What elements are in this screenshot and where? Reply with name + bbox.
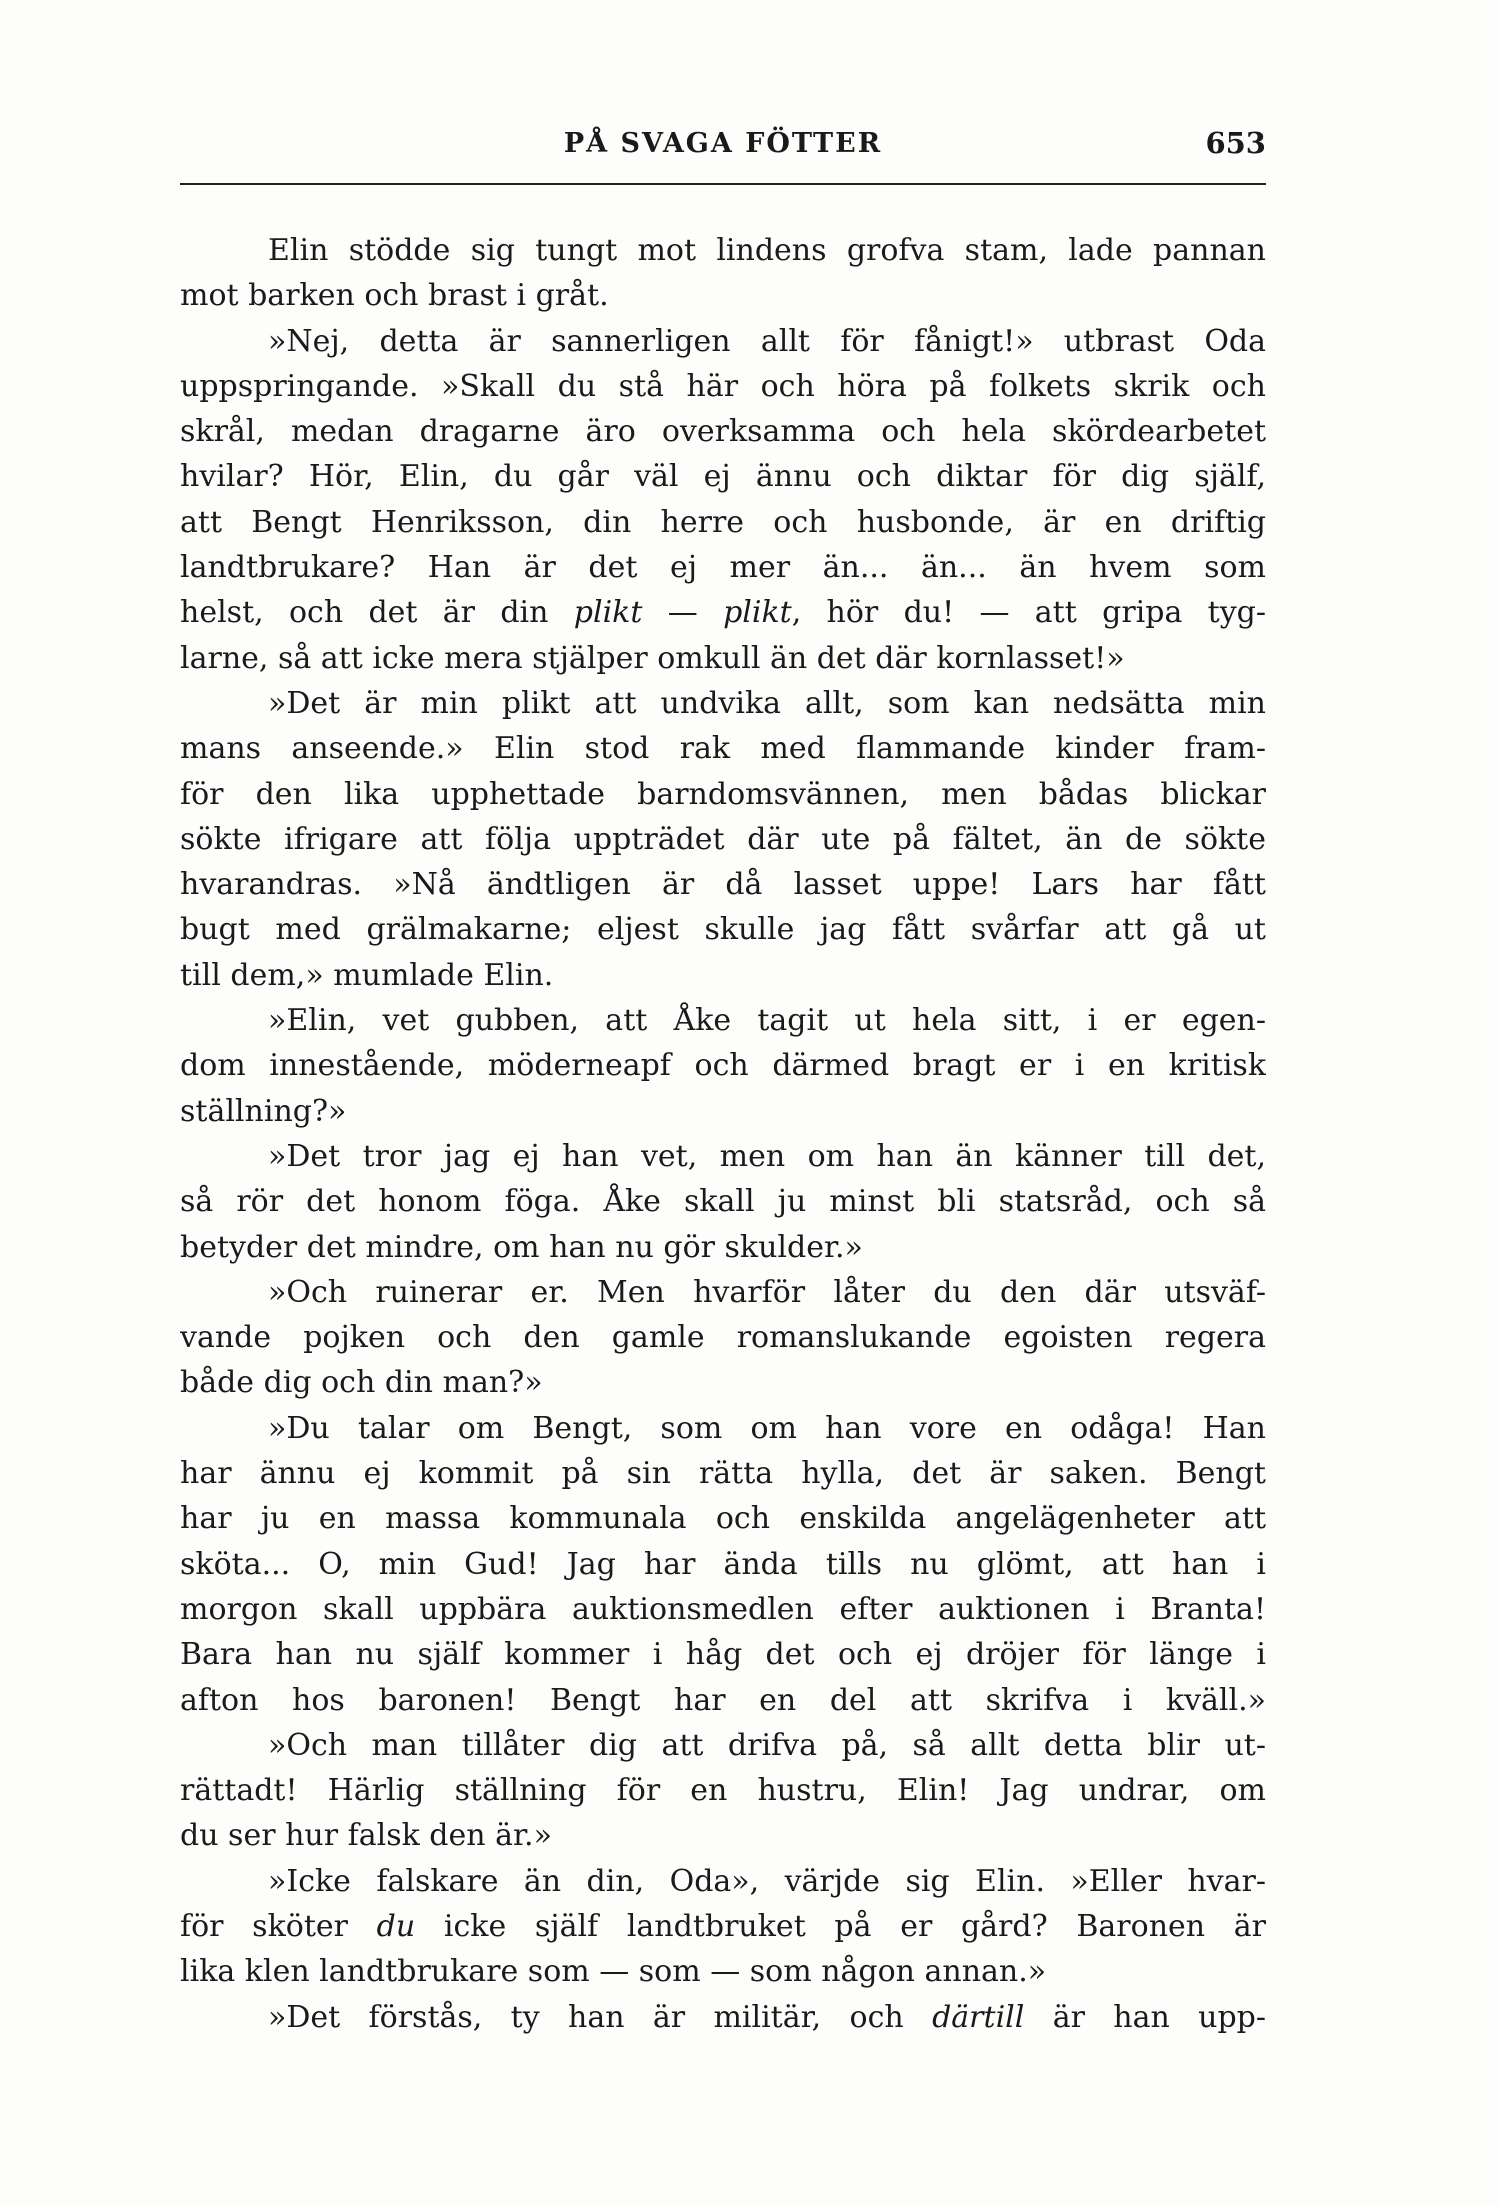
text-line: ställning?» [180,1093,347,1129]
text-line: »Och ruinerar er. Men hvarför låter du den där utsväf- [268,1274,1266,1310]
text-line [180,1904,1266,1949]
text-line: rättadt! Härlig ställning för en hustru, Elin! Jag undrar, om [180,1773,1266,1809]
text-line: mans anseende.» Elin stod rak med flammande kinder fram- [180,731,1266,767]
text-line: har ännu ej kommit på sin rätta hylla, det är saken. Bengt [180,1456,1266,1492]
text-line: sköta... O, min Gud! Jag har ända tills nu glömt, att han i [180,1546,1266,1582]
text-span: »Det förstås, ty han är militär, och [268,1999,933,2035]
text-line: dom innestående, möderneарf och därmed bragt er i en kritisk [180,1048,1266,1084]
text-line: »Icke falskare än din, Oda», värjde sig Elin. »Eller hvar- [268,1863,1266,1899]
text-line: uppspringande. »Skall du stå här och höra på folkets skrik och [180,368,1266,404]
text-line: bugt med grälmakarne; eljest skulle jag fått svårfar att gå ut [180,912,1266,948]
text-line: till dem,» mumlade Elin. [180,957,554,993]
italic-text: därtill [932,1999,1025,2035]
header-rule [180,183,1266,185]
text-line: att Bengt Henriksson, din herre och husbonde, är en driftig [180,504,1266,540]
text-line: »Du talar om Bengt, som om han vore en odåga! Han [268,1410,1266,1446]
text-line: sökte ifrigare att följa uppträdet där ute på fältet, än de sökte [180,821,1266,857]
page-number: 653 [1205,126,1266,160]
text-line: mot barken och brast i gråt. [180,278,609,314]
text-line: både dig och din man?» [180,1365,543,1401]
text-line: hvilar? Hör, Elin, du går väl ej ännu och diktar för dig själf, [180,459,1266,495]
text-line: »Det är min plikt att undvika allt, som kan nedsätta min [268,685,1266,721]
text-line: betyder det mindre, om han nu gör skulder.» [180,1229,863,1265]
text-line: larne, så att icke mera stjälper omkull än det där kornlasset!» [180,640,1125,676]
text-line: morgon skall uppbära auktionsmedlen efter auktionen i Branta! [180,1591,1266,1627]
text-line: för den lika upphettade barndomsvännen, men bådas blickar [180,776,1266,812]
text-line [180,1995,1266,2040]
text-span: är han upp- [1024,1999,1266,2035]
italic-text: du [376,1908,416,1944]
text-line [180,590,1266,635]
text-line: Bara han nu själf kommer i håg det och ej dröjer för länge i [180,1637,1266,1673]
text-line: »Elin, vet gubben, att Åke tagit ut hela sitt, i er egen- [268,1003,1266,1039]
text-span: , hör du! — att gripa tyg- [791,595,1266,631]
running-title: PÅ SVAGA FÖTTER [563,128,883,159]
text-line: »Nej, detta är sannerligen allt för fånigt!» utbrast Oda [268,323,1266,359]
italic-text: plikt [573,595,643,631]
body-text [180,228,1266,2040]
text-line: Elin stödde sig tungt mot lindens grofva stam, lade pannan [268,233,1266,268]
text-line: du ser hur falsk den är.» [180,1818,552,1854]
text-line: »Det tror jag ej han vet, men om han än känner till det, [268,1138,1266,1174]
text-line: skrål, medan dragarne äro overksamma och hela skördearbetet [180,414,1266,450]
text-span: icke själf landtbruket på er gård? Baronen är [415,1908,1266,1944]
text-span: helst, och det är din [180,595,574,631]
text-line: landtbrukare? Han är det ej mer än... än... än hvem som [180,550,1266,586]
text-line: »Och man tillåter dig att drifva på, så allt detta blir ut- [268,1727,1266,1763]
text-line: lika klen landtbrukare som — som — som någon annan.» [180,1954,1047,1990]
text-line: har ju en massa kommunala och enskilda angelägenheter att [180,1501,1266,1537]
text-line: så rör det honom föga. Åke skall ju minst bli statsråd, och så [180,1184,1266,1220]
text-span: — [642,595,724,631]
text-span: för sköter [180,1908,377,1944]
page-header [180,118,1266,168]
text-line: vande pojken och den gamle romanslukande egoisten regera [180,1320,1266,1356]
text-line: afton hos baronen! Bengt har en del att skrifva i kväll.» [180,1682,1266,1718]
text-line: hvarandras. »Nå ändtligen är då lasset uppe! Lars har fått [180,867,1266,903]
italic-text: plikt [723,595,792,631]
